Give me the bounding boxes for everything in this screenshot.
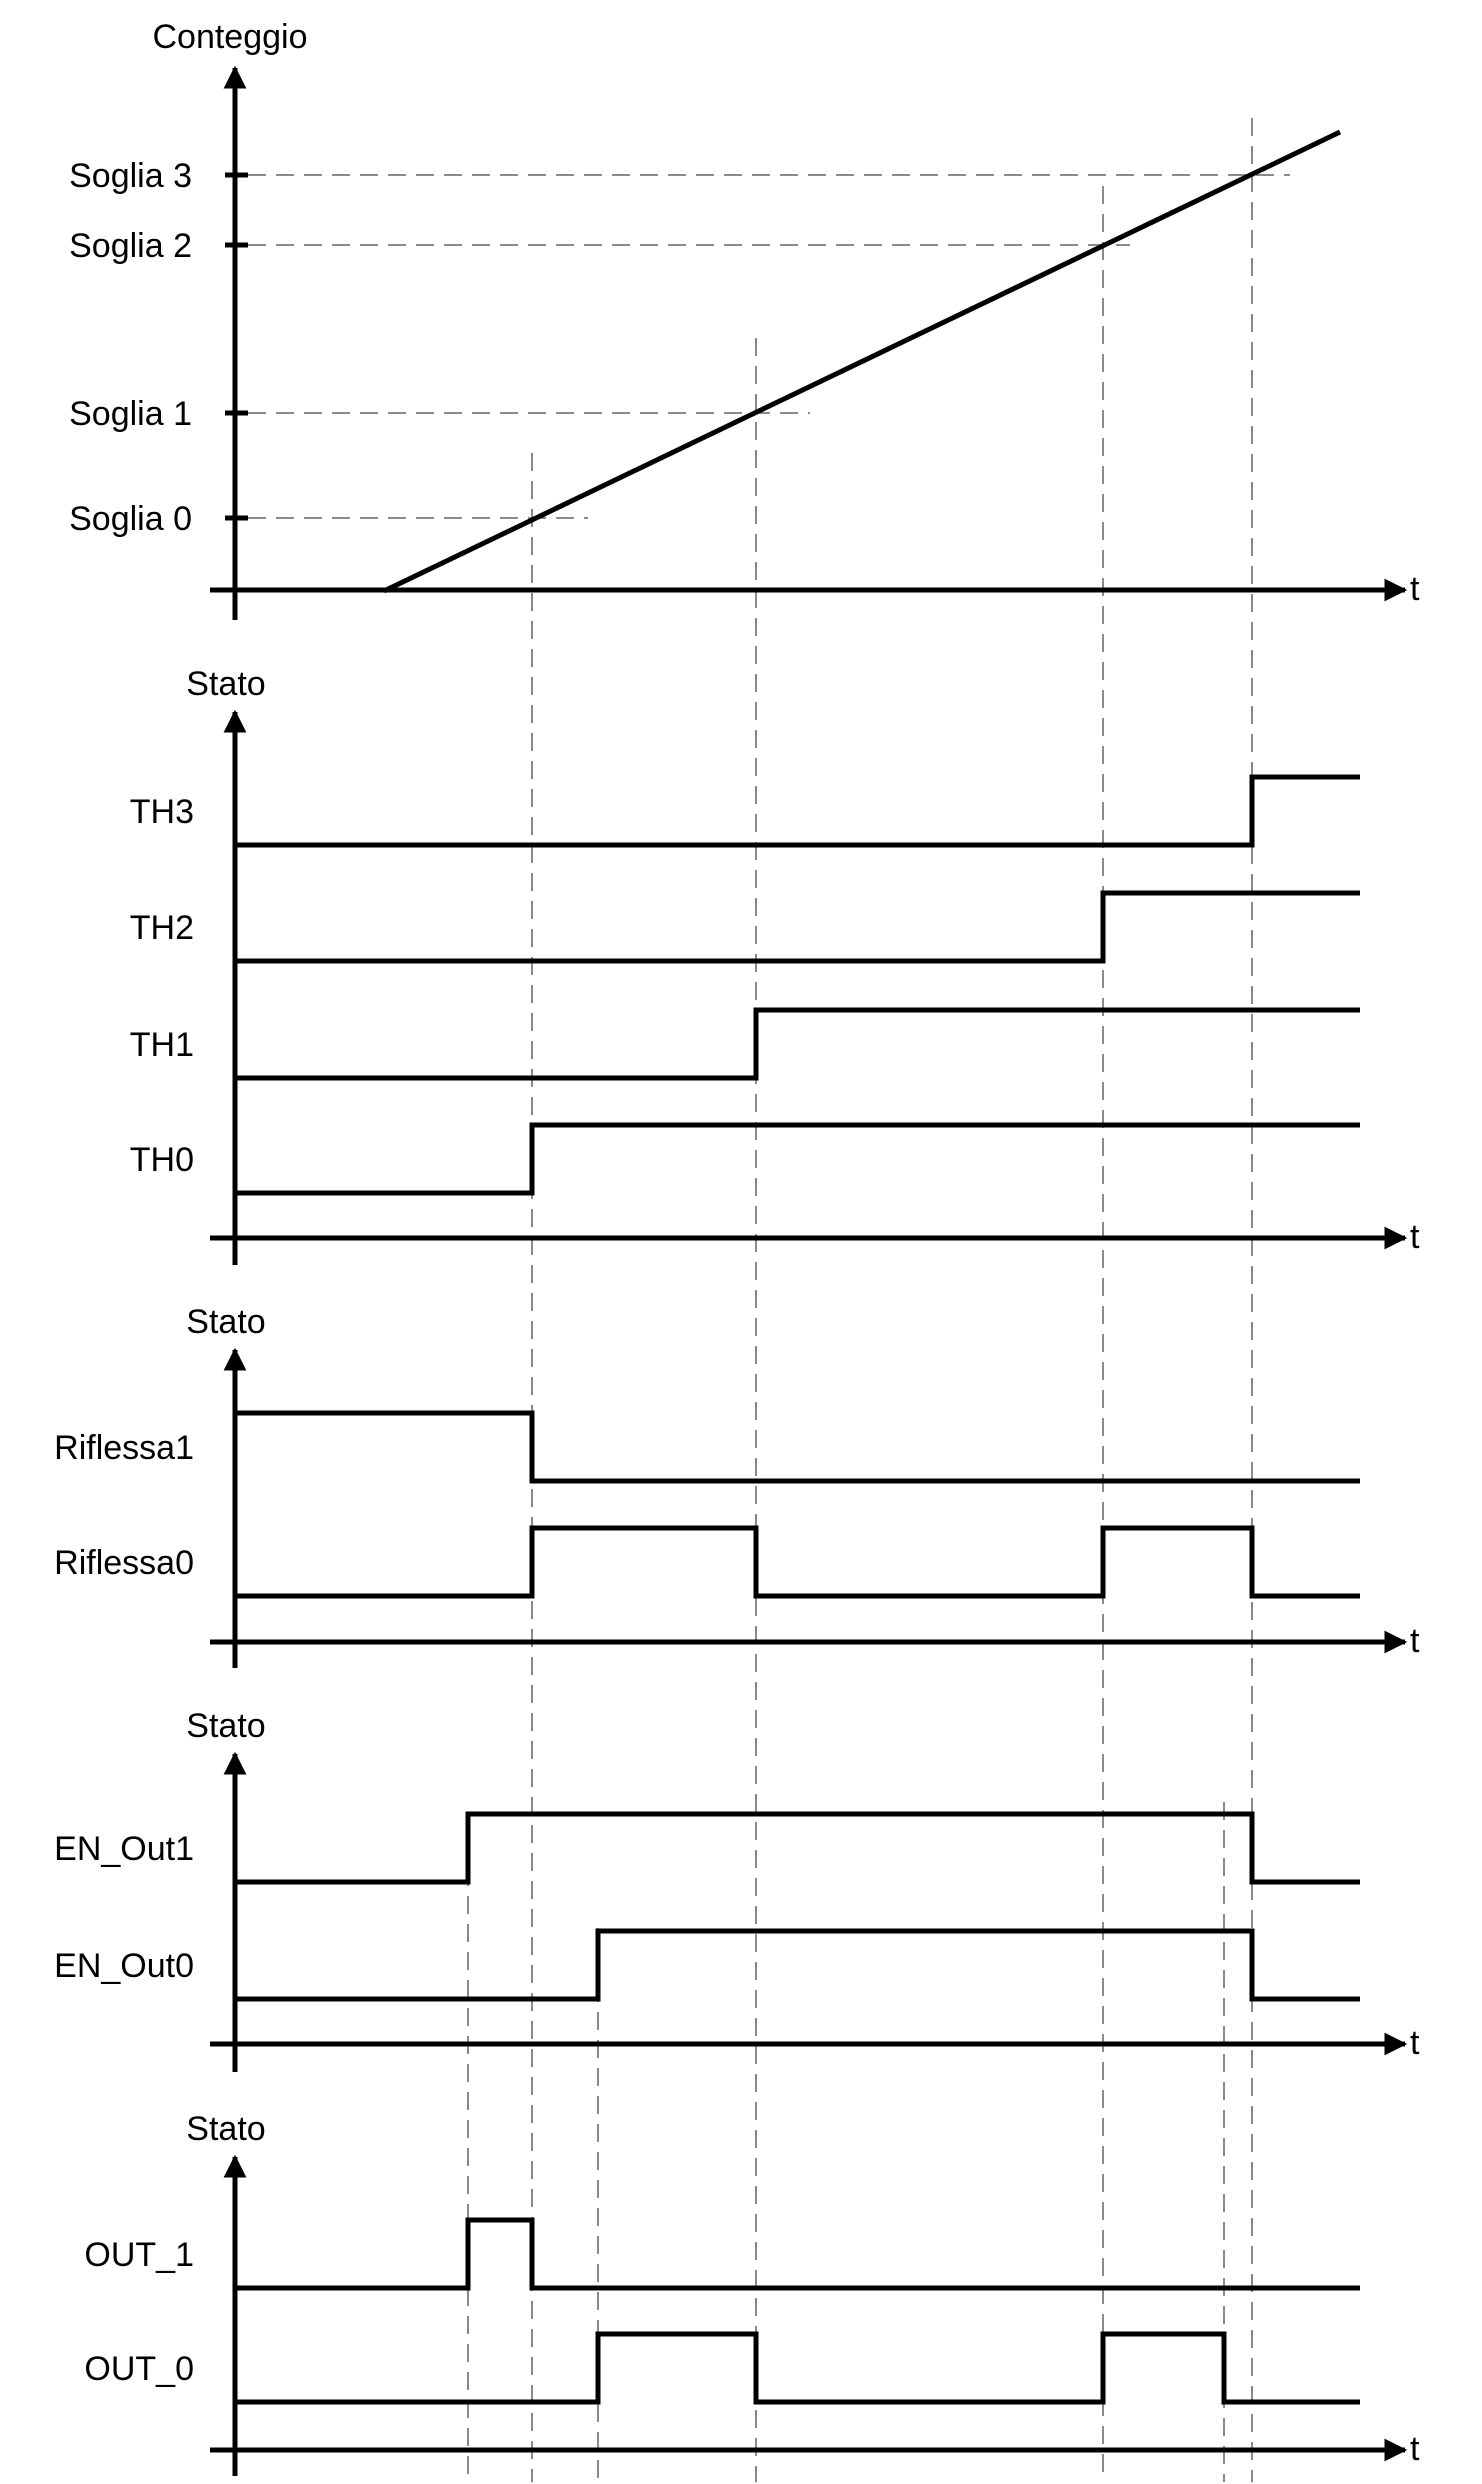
out-1-trace — [235, 2220, 1360, 2288]
outputs-panel — [84, 2110, 1420, 2476]
out-0-trace — [235, 2334, 1360, 2402]
reflex-y-label: Stato — [186, 1303, 266, 1341]
soglia3-label: Soglia 3 — [69, 157, 192, 195]
en-out1-trace — [235, 1814, 1360, 1882]
th3-trace — [235, 777, 1360, 845]
reflex-x-label: t — [1410, 1622, 1420, 1660]
riflessa1-label: Riflessa1 — [54, 1429, 194, 1467]
outputs-x-label: t — [1410, 2430, 1420, 2468]
th0-trace — [235, 1125, 1360, 1193]
th2-label: TH2 — [129, 909, 194, 947]
th1-trace — [235, 1010, 1360, 1078]
reflex-panel — [54, 1303, 1420, 1668]
thresholds-y-label: Stato — [186, 665, 266, 703]
counter-panel — [69, 18, 1420, 620]
th1-label: TH1 — [129, 1026, 194, 1064]
enable-y-label: Stato — [186, 1707, 266, 1745]
soglia1-label: Soglia 1 — [69, 395, 192, 433]
counter-ramp — [384, 132, 1340, 591]
th0-label: TH0 — [129, 1141, 194, 1179]
en-out1-label: EN_Out1 — [54, 1830, 194, 1868]
soglia0-label: Soglia 0 — [69, 500, 192, 538]
enable-x-label: t — [1410, 2024, 1420, 2062]
thresholds-panel — [130, 665, 1420, 1265]
riflessa0-label: Riflessa0 — [54, 1544, 194, 1582]
counter-x-label: t — [1410, 570, 1420, 608]
thresholds-x-label: t — [1410, 1218, 1420, 1256]
soglia2-label: Soglia 2 — [69, 227, 192, 265]
riflessa0-trace — [235, 1528, 1360, 1596]
out-1-label: OUT_1 — [84, 2236, 194, 2274]
counter-y-label: Conteggio — [152, 18, 308, 56]
en-out0-label: EN_Out0 — [54, 1947, 194, 1985]
outputs-y-label: Stato — [186, 2110, 266, 2148]
time-guide-lines — [468, 118, 1252, 2482]
riflessa1-trace — [235, 1413, 1360, 1481]
en-out0-trace — [235, 1931, 1360, 1999]
enable-panel — [54, 1707, 1420, 2072]
th2-trace — [235, 893, 1360, 961]
th3-label: TH3 — [129, 793, 194, 831]
out-0-label: OUT_0 — [84, 2350, 194, 2388]
